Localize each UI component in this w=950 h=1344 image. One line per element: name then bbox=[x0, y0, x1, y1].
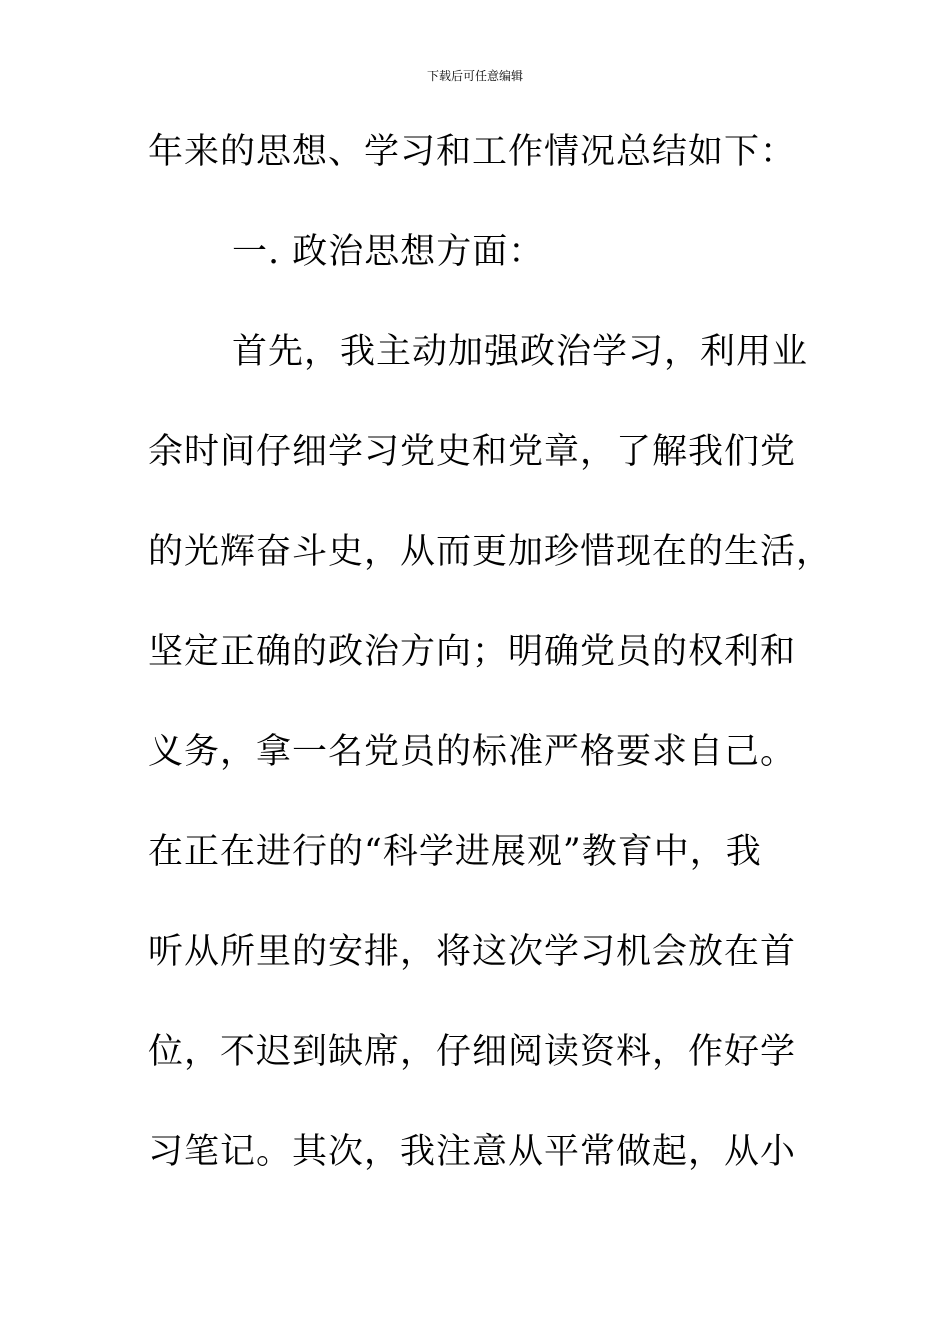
body-line: 听从所里的安排，将这次学习机会放在首 bbox=[148, 932, 797, 972]
body-line: 义务，拿一名党员的标准严格要求自己。 bbox=[148, 732, 797, 772]
body-line: 坚定正确的政治方向；明确党员的权利和 bbox=[148, 632, 797, 672]
body-line: 年来的思想、学习和工作情况总结如下： bbox=[148, 132, 797, 172]
page-header-note: 下载后可任意编辑 bbox=[426, 69, 523, 83]
body-line: 位，不迟到缺席，仔细阅读资料，作好学 bbox=[148, 1032, 797, 1072]
body-line: 习笔记。其次，我注意从平常做起，从小 bbox=[148, 1132, 797, 1172]
body-line: 在正在进行的“科学进展观”教育中，我 bbox=[148, 832, 762, 872]
body-line: 首先，我主动加强政治学习，利用业 bbox=[232, 332, 809, 372]
body-line: 的光辉奋斗史，从而更加珍惜现在的生活， bbox=[148, 532, 833, 572]
body-line: 余时间仔细学习党史和党章，了解我们党 bbox=[148, 432, 797, 472]
section-heading: 一. 政治思想方面： bbox=[232, 232, 545, 272]
